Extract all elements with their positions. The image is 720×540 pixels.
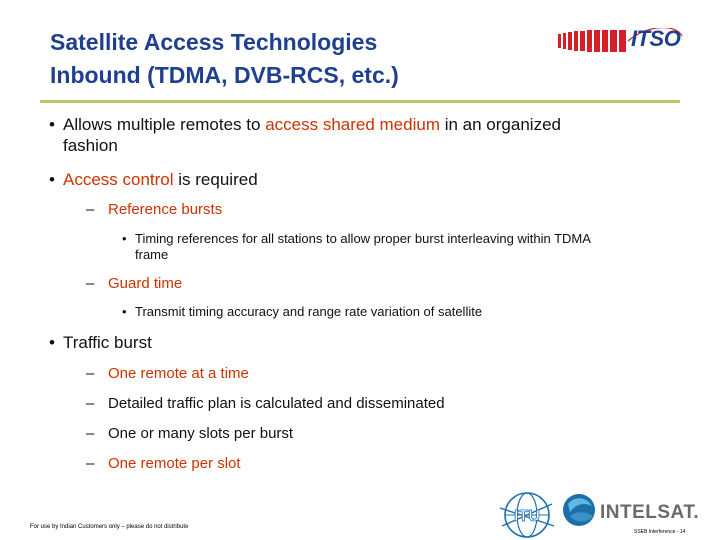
bullet-1-text-pre: Allows multiple remotes to <box>63 115 266 134</box>
bullet-1-marker: • <box>49 115 55 134</box>
itu-logo <box>498 490 556 540</box>
traffic-item-1-dash: – <box>86 365 95 382</box>
detail-timing-references-marker: • <box>122 231 127 246</box>
bullet-1-highlight: access shared medium <box>265 115 440 134</box>
detail-transmit-timing-marker: • <box>122 304 127 319</box>
traffic-item-3-text: One or many slots per burst <box>108 425 294 442</box>
detail-timing-references-text: Timing references for all stations to allow proper burst interleaving within TDMA <box>135 231 591 246</box>
slide-title <box>50 26 510 92</box>
sub-item-reference-bursts-text: Reference bursts <box>108 201 223 218</box>
slide-title-line-1: Satellite Access Technologies <box>50 29 378 55</box>
intelsat-logo-text: INTELSAT. <box>600 502 700 523</box>
bullet-2-marker: • <box>49 170 55 189</box>
traffic-item-3-dash: – <box>86 425 95 442</box>
itso-logo-text: ITSO <box>631 26 681 51</box>
bullet-2-highlight: Access control <box>63 170 174 189</box>
bullet-3-text: Traffic burst <box>63 333 152 352</box>
bullet-2-text <box>63 170 258 190</box>
traffic-item-2-dash: – <box>86 395 95 412</box>
traffic-item-4-text: One remote per slot <box>108 455 241 472</box>
intelsat-globe-icon <box>560 490 598 530</box>
bullet-2-text-post: is required <box>173 170 258 189</box>
footer-distribution-note: For use by Indian Customers only – please do not distribute <box>30 524 189 530</box>
bullet-3-marker: • <box>49 333 55 352</box>
traffic-item-1-text: One remote at a time <box>108 365 249 382</box>
traffic-item-2-text: Detailed traffic plan is calculated and disseminated <box>108 395 445 412</box>
detail-timing-references-line-2: frame <box>135 247 169 262</box>
sub-item-guard-time-text: Guard time <box>108 275 183 292</box>
bullet-1-text <box>63 115 561 135</box>
title-divider <box>40 100 680 103</box>
sub-item-reference-bursts-dash: – <box>86 201 95 218</box>
page-number: SSEB Interference - 14 <box>634 529 686 535</box>
bullet-1-text-line-2: fashion <box>63 136 118 155</box>
slide-title-line-2: Inbound (TDMA, DVB-RCS, etc.) <box>50 62 399 88</box>
detail-transmit-timing-text: Transmit timing accuracy and range rate variation of satellite <box>135 304 483 319</box>
traffic-item-4-dash: – <box>86 455 95 472</box>
bullet-1-text-post: in an organized <box>440 115 561 134</box>
sub-item-guard-time-dash: – <box>86 275 95 292</box>
itu-logo-text: ITU <box>514 508 540 525</box>
